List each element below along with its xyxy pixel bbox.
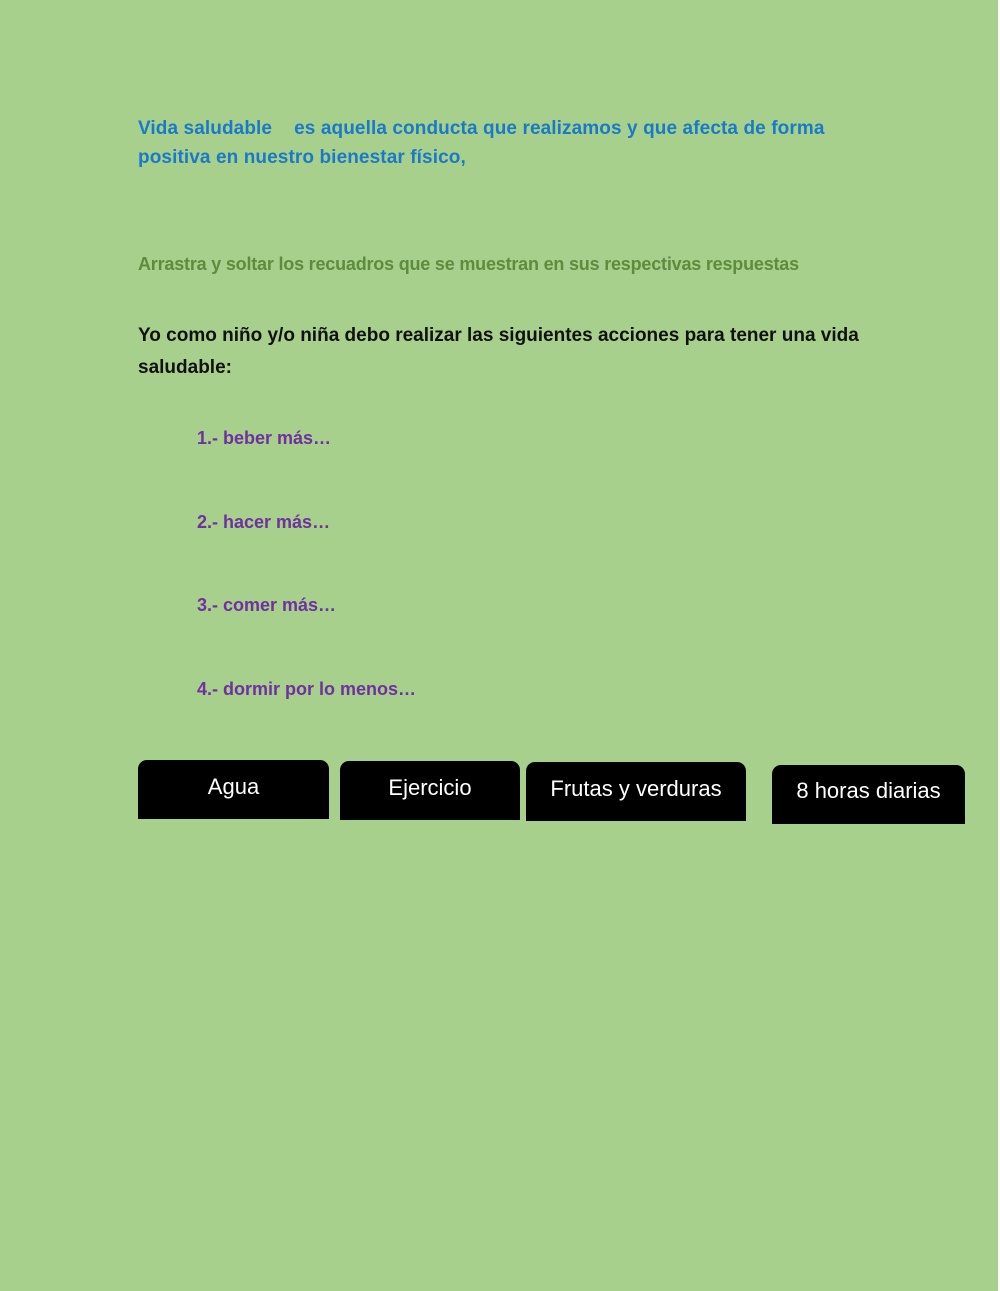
question-drop-target-3[interactable]: 3.- comer más… xyxy=(197,595,337,615)
intro-paragraph xyxy=(138,114,868,172)
question-drop-target-1[interactable]: 1.- beber más… xyxy=(197,428,332,448)
instruction-text: Arrastra y soltar los recuadros que se muestran en sus respectivas respuestas xyxy=(138,254,799,274)
drag-tile-frutas-y-verduras[interactable]: Frutas y verduras xyxy=(526,762,746,821)
question-drop-target-2[interactable]: 2.- hacer más… xyxy=(197,512,331,532)
intro-term: Vida saludable xyxy=(138,118,273,139)
intro-definition: es aquella conducta que realizamos y que afecta de forma positiva en nuestro bienestar físico, xyxy=(138,118,825,168)
drag-tile-agua[interactable]: Agua xyxy=(138,760,329,819)
question-drop-target-4[interactable]: 4.- dormir por lo menos… xyxy=(197,679,417,699)
drag-tile-8-horas-diarias[interactable]: 8 horas diarias xyxy=(772,765,965,824)
prompt-text: Yo como niño y/o niña debo realizar las siguientes acciones para tener una vida saludable: xyxy=(138,325,859,378)
drag-tile-ejercicio[interactable]: Ejercicio xyxy=(340,761,520,820)
